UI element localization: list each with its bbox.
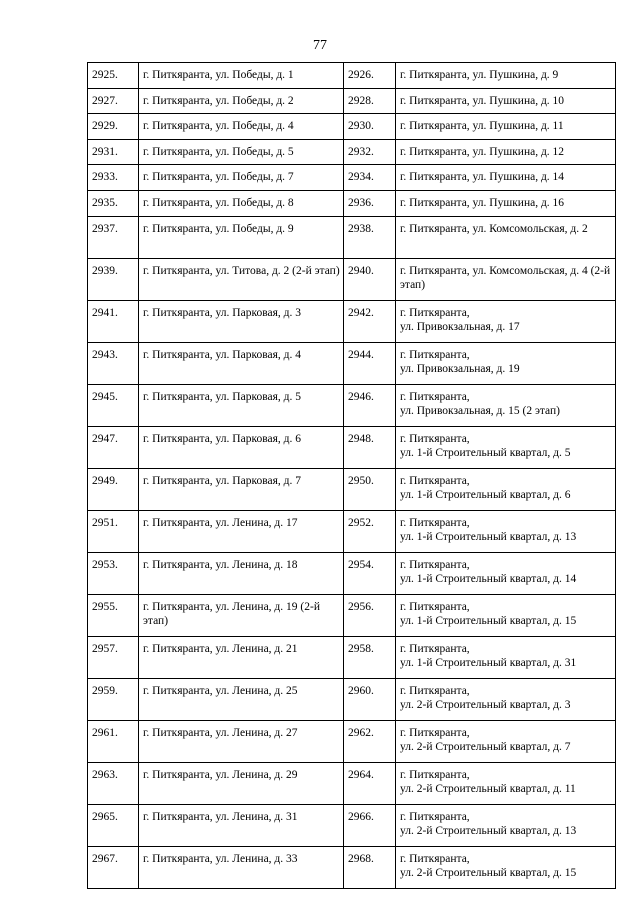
entry-number-cell: 2943. [88, 342, 139, 384]
entry-number-cell: 2946. [344, 384, 396, 426]
table-row [88, 468, 616, 510]
address-cell: г. Питкяранта, ул. Победы, д. 4 [139, 114, 344, 140]
entry-number-cell: 2967. [88, 846, 139, 888]
address-cell: г. Питкяранта, ул. Привокзальная, д. 19 [396, 342, 616, 384]
entry-number-cell: 2941. [88, 300, 139, 342]
address-cell: г. Питкяранта, ул. Привокзальная, д. 17 [396, 300, 616, 342]
table-row [88, 165, 616, 191]
address-cell: г. Питкяранта, ул. Победы, д. 9 [139, 216, 344, 258]
address-cell: г. Питкяранта, ул. Титова, д. 2 (2-й этап) [139, 258, 344, 300]
table-row [88, 258, 616, 300]
address-cell: г. Питкяранта, ул. Победы, д. 5 [139, 139, 344, 165]
table-row [88, 384, 616, 426]
entry-number-cell: 2962. [344, 720, 396, 762]
entry-number-cell: 2934. [344, 165, 396, 191]
address-cell: г. Питкяранта, ул. 2-й Строительный квартал, д. 13 [396, 804, 616, 846]
table-row [88, 426, 616, 468]
table-row [88, 594, 616, 636]
address-cell: г. Питкяранта, ул. 1-й Строительный квартал, д. 13 [396, 510, 616, 552]
address-cell: г. Питкяранта, ул. Ленина, д. 33 [139, 846, 344, 888]
address-cell: г. Питкяранта, ул. Победы, д. 8 [139, 190, 344, 216]
table-row [88, 762, 616, 804]
entry-number-cell: 2937. [88, 216, 139, 258]
address-cell: г. Питкяранта, ул. Ленина, д. 29 [139, 762, 344, 804]
entry-number-cell: 2948. [344, 426, 396, 468]
address-cell: г. Питкяранта, ул. Ленина, д. 27 [139, 720, 344, 762]
address-cell: г. Питкяранта, ул. Ленина, д. 19 (2-й этап) [139, 594, 344, 636]
entry-number-cell: 2925. [88, 63, 139, 89]
address-table-body [88, 63, 616, 889]
entry-number-cell: 2939. [88, 258, 139, 300]
entry-number-cell: 2947. [88, 426, 139, 468]
address-cell: г. Питкяранта, ул. 2-й Строительный квартал, д. 7 [396, 720, 616, 762]
entry-number-cell: 2928. [344, 88, 396, 114]
table-row [88, 720, 616, 762]
entry-number-cell: 2942. [344, 300, 396, 342]
entry-number-cell: 2954. [344, 552, 396, 594]
address-cell: г. Питкяранта, ул. Пушкина, д. 12 [396, 139, 616, 165]
address-cell: г. Питкяранта, ул. Пушкина, д. 10 [396, 88, 616, 114]
address-cell: г. Питкяранта, ул. Ленина, д. 25 [139, 678, 344, 720]
entry-number-cell: 2964. [344, 762, 396, 804]
address-cell: г. Питкяранта, ул. Парковая, д. 4 [139, 342, 344, 384]
table-row [88, 190, 616, 216]
entry-number-cell: 2965. [88, 804, 139, 846]
address-cell: г. Питкяранта, ул. Ленина, д. 31 [139, 804, 344, 846]
entry-number-cell: 2930. [344, 114, 396, 140]
entry-number-cell: 2961. [88, 720, 139, 762]
entry-number-cell: 2929. [88, 114, 139, 140]
entry-number-cell: 2958. [344, 636, 396, 678]
entry-number-cell: 2951. [88, 510, 139, 552]
table-row [88, 846, 616, 888]
entry-number-cell: 2933. [88, 165, 139, 191]
address-cell: г. Питкяранта, ул. 1-й Строительный квартал, д. 31 [396, 636, 616, 678]
address-cell: г. Питкяранта, ул. Пушкина, д. 9 [396, 63, 616, 89]
address-cell: г. Питкяранта, ул. Парковая, д. 6 [139, 426, 344, 468]
address-cell: г. Питкяранта, ул. Пушкина, д. 11 [396, 114, 616, 140]
table-row [88, 678, 616, 720]
entry-number-cell: 2953. [88, 552, 139, 594]
address-cell: г. Питкяранта, ул. Привокзальная, д. 15 (2 этап) [396, 384, 616, 426]
entry-number-cell: 2949. [88, 468, 139, 510]
address-cell: г. Питкяранта, ул. Парковая, д. 5 [139, 384, 344, 426]
address-cell: г. Питкяранта, ул. Победы, д. 1 [139, 63, 344, 89]
table-row [88, 804, 616, 846]
address-cell: г. Питкяранта, ул. Победы, д. 2 [139, 88, 344, 114]
entry-number-cell: 2932. [344, 139, 396, 165]
page-number: 77 [313, 38, 327, 53]
entry-number-cell: 2950. [344, 468, 396, 510]
entry-number-cell: 2956. [344, 594, 396, 636]
table-row [88, 342, 616, 384]
entry-number-cell: 2957. [88, 636, 139, 678]
address-cell: г. Питкяранта, ул. Парковая, д. 7 [139, 468, 344, 510]
entry-number-cell: 2952. [344, 510, 396, 552]
entry-number-cell: 2931. [88, 139, 139, 165]
address-cell: г. Питкяранта, ул. 1-й Строительный квартал, д. 5 [396, 426, 616, 468]
entry-number-cell: 2944. [344, 342, 396, 384]
entry-number-cell: 2940. [344, 258, 396, 300]
entry-number-cell: 2945. [88, 384, 139, 426]
table-row [88, 114, 616, 140]
address-cell: г. Питкяранта, ул. Пушкина, д. 16 [396, 190, 616, 216]
entry-number-cell: 2926. [344, 63, 396, 89]
table-row [88, 88, 616, 114]
table-row [88, 300, 616, 342]
address-cell: г. Питкяранта, ул. 2-й Строительный квартал, д. 15 [396, 846, 616, 888]
address-table [87, 62, 616, 889]
address-cell: г. Питкяранта, ул. 1-й Строительный квартал, д. 14 [396, 552, 616, 594]
address-cell: г. Питкяранта, ул. Парковая, д. 3 [139, 300, 344, 342]
address-cell: г. Питкяранта, ул. 2-й Строительный квартал, д. 11 [396, 762, 616, 804]
table-row [88, 636, 616, 678]
entry-number-cell: 2936. [344, 190, 396, 216]
address-cell: г. Питкяранта, ул. Победы, д. 7 [139, 165, 344, 191]
entry-number-cell: 2959. [88, 678, 139, 720]
address-cell: г. Питкяранта, ул. 1-й Строительный квартал, д. 15 [396, 594, 616, 636]
entry-number-cell: 2968. [344, 846, 396, 888]
entry-number-cell: 2935. [88, 190, 139, 216]
table-row [88, 552, 616, 594]
entry-number-cell: 2955. [88, 594, 139, 636]
address-cell: г. Питкяранта, ул. Ленина, д. 17 [139, 510, 344, 552]
address-cell: г. Питкяранта, ул. Комсомольская, д. 4 (2-й этап) [396, 258, 616, 300]
entry-number-cell: 2960. [344, 678, 396, 720]
address-cell: г. Питкяранта, ул. Комсомольская, д. 2 [396, 216, 616, 258]
table-row [88, 139, 616, 165]
entry-number-cell: 2966. [344, 804, 396, 846]
address-cell: г. Питкяранта, ул. Ленина, д. 21 [139, 636, 344, 678]
entry-number-cell: 2963. [88, 762, 139, 804]
address-cell: г. Питкяранта, ул. 1-й Строительный квартал, д. 6 [396, 468, 616, 510]
table-row [88, 63, 616, 89]
table-row [88, 216, 616, 258]
entry-number-cell: 2938. [344, 216, 396, 258]
entry-number-cell: 2927. [88, 88, 139, 114]
address-cell: г. Питкяранта, ул. Пушкина, д. 14 [396, 165, 616, 191]
table-row [88, 510, 616, 552]
address-cell: г. Питкяранта, ул. 2-й Строительный квартал, д. 3 [396, 678, 616, 720]
address-cell: г. Питкяранта, ул. Ленина, д. 18 [139, 552, 344, 594]
